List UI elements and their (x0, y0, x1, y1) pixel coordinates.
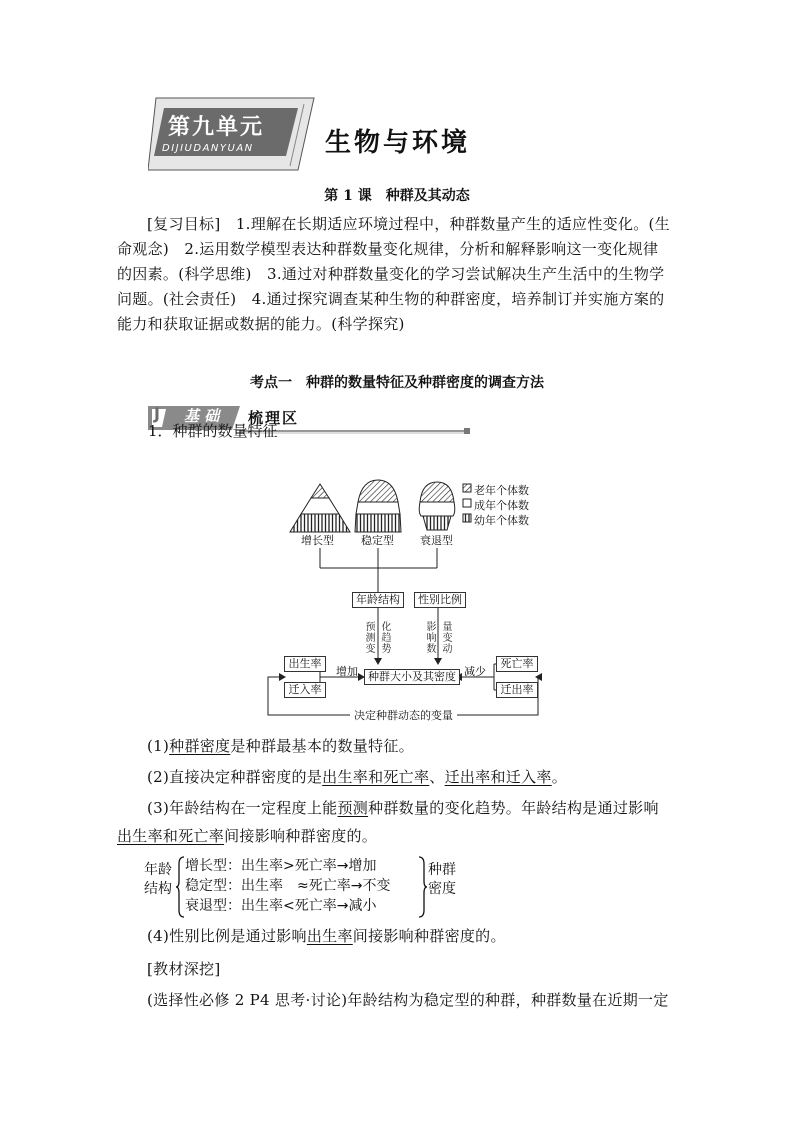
box-age-structure: 年龄结构 (352, 592, 404, 608)
point-2-underlined-2: 迁出率和迁入率 (444, 768, 552, 786)
pyramid-label-growth: 增长型 (301, 534, 334, 547)
objectives-line-4: 问题。(社会责任) 4.通过探究调查某种生物的种群密度，培养制订并实施方案的 (117, 290, 665, 308)
objectives-line-5: 能力和获取证据或数据的能力。(科学探究) (117, 315, 405, 333)
brace-left-label (144, 861, 172, 899)
pyramid-declining (419, 482, 455, 530)
point-2-underlined-1: 出生率和死亡率 (322, 768, 430, 786)
point-3-end: 间接影响种群密度的。 (224, 827, 378, 845)
topic-title: 考点一 种群的数量特征及种群密度的调查方法 (250, 375, 544, 391)
point-4 (117, 924, 679, 949)
label-bottom: 决定种群动态的变量 (350, 707, 457, 723)
objectives-line-3: 的因素。(科学思维) 3.通过对种群数量变化的学习尝试解决生产生活中的生物学 (117, 265, 665, 283)
label-predict: 预 测 变 (365, 622, 376, 655)
pyramid-label-declining: 衰退型 (420, 534, 453, 547)
point-2 (117, 765, 679, 790)
label-decrease: 减少 (464, 665, 486, 678)
deep-title-text: [教材深挖] (147, 960, 221, 978)
deep-title (117, 957, 679, 982)
point-4-lead: 性别比例是通过影响 (169, 927, 307, 945)
point-4-end: 间接影响种群密度的。 (352, 927, 506, 945)
brace-right-label (428, 861, 456, 899)
point-2-end: 。 (551, 768, 568, 786)
point-3-lead: 年龄结构在一定程度上能 (169, 799, 338, 817)
brace-right-icon (418, 856, 428, 918)
point-1-rest: 是种群最基本的数量特征。 (230, 737, 414, 755)
unit-badge-title: 第九单元 (168, 115, 265, 140)
point-3-mid: 种群数量的变化趋势。年龄结构是通过影响 (368, 799, 659, 817)
objectives-line-2: 命观念) 2.运用数学模型表达种群数量变化规律，分析和解释影响这一变化规律 (117, 240, 659, 258)
brace-left-2: 结构 (144, 881, 172, 897)
point-3-underlined: 预测 (337, 799, 369, 817)
unit-title: 生物与环境 (325, 128, 471, 158)
brace-right-1: 种群 (428, 862, 456, 878)
point-4-underlined: 出生率 (306, 927, 353, 945)
box-birth-rate: 出生率 (284, 656, 326, 672)
point-2-sep: 、 (429, 768, 445, 786)
label-quantity: 量 变 动 (442, 622, 453, 655)
pyramid-label-stable: 稳定型 (361, 534, 394, 547)
brace-row-declining: 衰退型：出生率<死亡率→减小 (185, 898, 377, 914)
label-trend: 化 趋 势 (381, 622, 392, 655)
point-3-num: (3) (147, 799, 170, 817)
box-emigration: 迁出率 (496, 682, 538, 698)
point-2-num: (2) (147, 768, 170, 786)
label-increase: 增加 (336, 665, 358, 678)
item-1-title: 1．种群的数量特征 (148, 422, 278, 440)
point-1 (117, 734, 679, 759)
objectives-line-1: 1.理解在长期适应环境过程中，种群数量产生的适应性变化。(生 (235, 215, 670, 233)
brace-left-1: 年龄 (144, 862, 172, 878)
label-affect: 影 响 数 (426, 622, 437, 655)
brace-right-2: 密度 (428, 881, 456, 897)
point-3 (117, 796, 679, 849)
point-1-num: (1) (147, 737, 170, 755)
point-1-underlined: 种群密度 (169, 737, 231, 755)
section-banner-j-icon: J (154, 404, 160, 423)
brace-row-growth: 增长型：出生率>死亡率→增加 (185, 858, 377, 874)
section-banner-label: 梳理区 (248, 409, 300, 427)
brace-row-stable: 稳定型：出生率 ≈死亡率→不变 (185, 878, 391, 894)
pyramid-growth (290, 484, 350, 532)
lesson-title: 第 1 课 种群及其动态 (324, 188, 470, 204)
box-population-size: 种群大小及其密度 (364, 669, 460, 685)
brace-rows (185, 856, 390, 916)
box-death-rate: 死亡率 (496, 656, 538, 672)
point-4-num: (4) (147, 927, 170, 945)
box-sex-ratio: 性别比例 (414, 592, 466, 608)
objectives (117, 212, 679, 337)
point-3-underlined-2: 出生率和死亡率 (117, 827, 225, 845)
unit-badge-pinyin: DIJIUDANYUAN (162, 143, 254, 154)
box-immigration: 迁入率 (284, 682, 326, 698)
deep-text (117, 988, 679, 1013)
objectives-lead: [复习目标] (147, 215, 221, 233)
point-2-lead: 直接决定种群密度的是 (169, 768, 323, 786)
brace-left-icon (175, 856, 185, 918)
pyramid-stable (355, 480, 401, 532)
section-banner-tag: 基 础 (184, 407, 220, 425)
legend-adult: 成年个体数 (474, 499, 529, 512)
deep-text-line: (选择性必修 2 P4 思考·讨论)年龄结构为稳定型的种群，种群数量在近期一定 (147, 991, 669, 1009)
legend-old: 老年个体数 (474, 484, 529, 497)
legend-young: 幼年个体数 (474, 514, 529, 527)
